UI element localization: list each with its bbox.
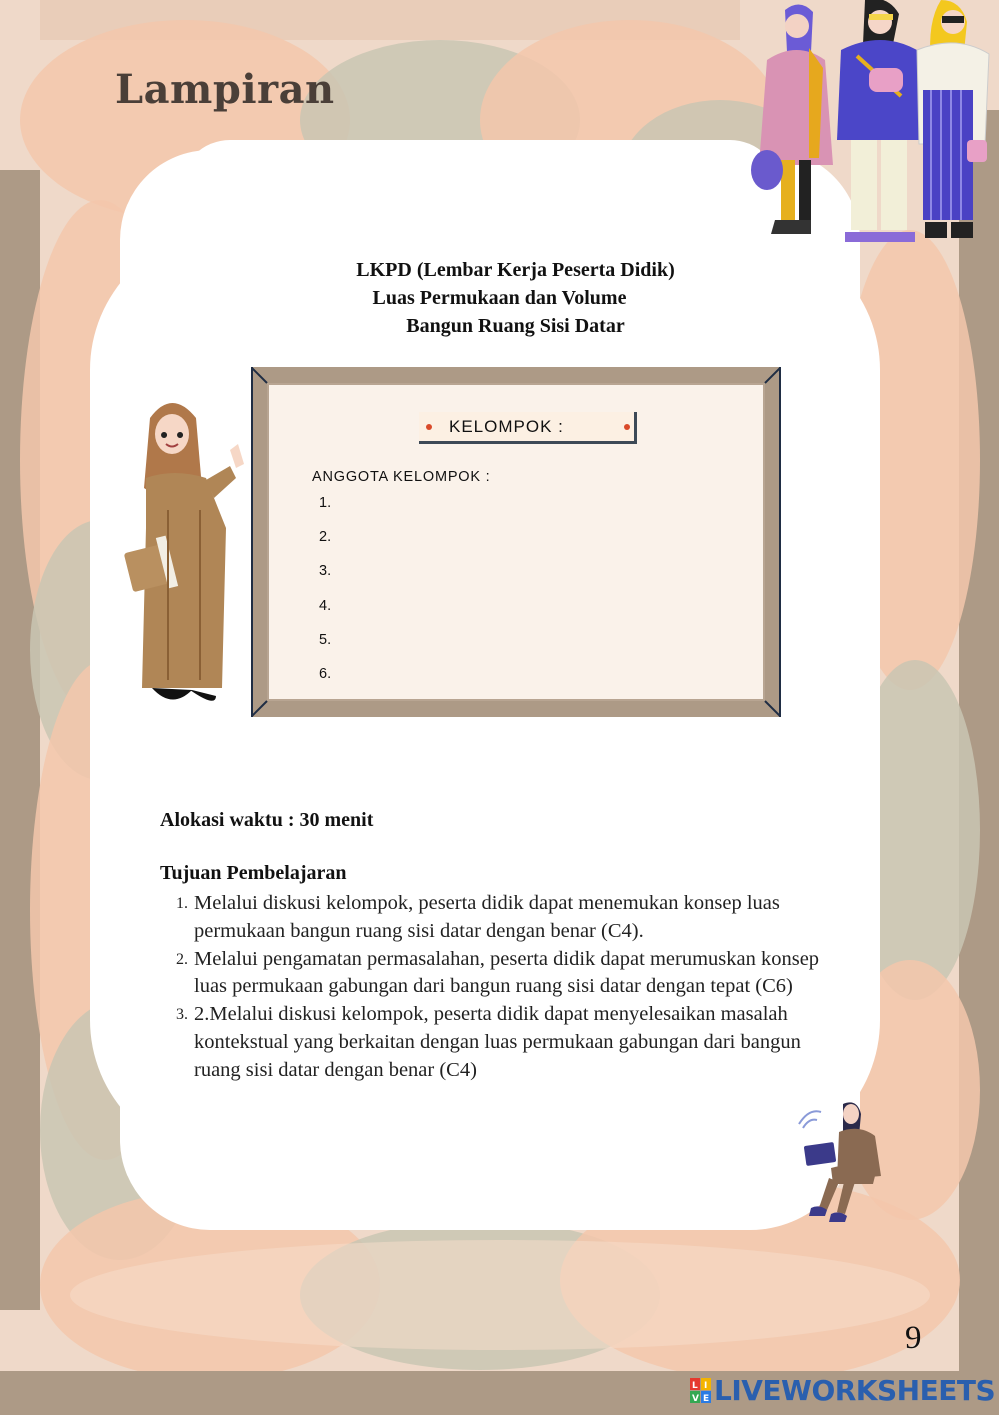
member-list [319,495,331,700]
board-panel [267,383,765,701]
page-number: 9 [905,1320,922,1356]
svg-text:E: E [703,1394,710,1404]
member-item[interactable]: 1. [319,495,332,511]
member-item[interactable]: 3. [319,563,332,580]
member-item[interactable]: 6. [319,665,332,682]
learning-goal-item: 1. Melalui diskusi kelompok, peserta didik dapat menemukan konsep luas permukaan bangun ruang sisi datar dengan benar (C4). [176,892,780,942]
learning-goals-heading: Tujuan Pembelajaran [160,862,347,884]
lkpd-line-1: LKPD (Lembar Kerja Peserta Didik) [356,259,675,281]
lkpd-line-2: Luas Permukaan dan Volume [372,287,627,309]
svg-text:V: V [692,1394,699,1404]
learning-goal-item: 3. 2.Melalui diskusi kelompok, peserta didik dapat menyelesaikan masalah kontekstual yang berkaitan dengan luas permukaan gabungan dari bangun ruang sisi datar dengan benar (C4) [176,1003,801,1081]
page-title: Lampiran [115,66,335,113]
group-of-people-illustration [745,0,995,250]
lkpd-heading [0,256,999,340]
liveworksheets-text: LIVEWORKSHEETS [714,1374,996,1407]
member-item[interactable]: 5. [319,631,332,648]
svg-text:L: L [692,1381,698,1391]
lkpd-line-3: Bangun Ruang Sisi Datar [406,315,625,337]
teacher-illustration [122,398,262,723]
kelompok-field[interactable] [419,412,637,444]
anggota-label: ANGGOTA KELOMPOK : [312,469,491,485]
member-item[interactable]: 2. [319,529,332,546]
learning-goals-list [160,890,840,1085]
kelompok-label: KELOMPOK : [449,417,564,436]
learning-goal-item: 2. Melalui pengamatan permasalahan, peserta didik dapat merumuskan konsep luas permukaan gabungan dari bangun ruang sisi datar dengan tepat (C6) [176,947,820,998]
time-allocation: Alokasi waktu : 30 menit [160,809,374,831]
student-laptop-illustration [795,1098,887,1226]
svg-text:I: I [704,1381,708,1391]
group-board [251,367,781,717]
member-item[interactable]: 4. [319,597,332,614]
liveworksheets-logo-icon [690,1378,712,1404]
